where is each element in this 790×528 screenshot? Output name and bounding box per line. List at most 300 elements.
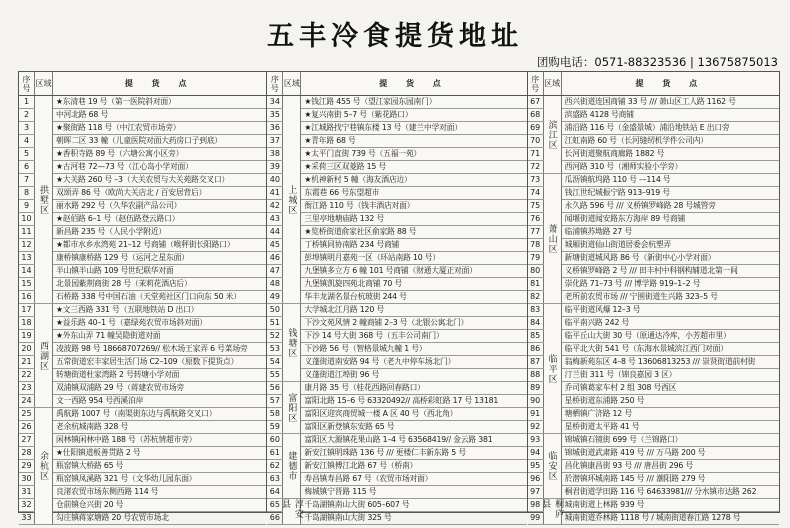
page-title: 五丰冷食提货地址 — [267, 21, 523, 52]
table-row — [267, 200, 526, 213]
row-number: 92 — [528, 421, 544, 433]
header-district: 区域 — [544, 72, 562, 95]
district-name: 拱墅区 — [38, 184, 48, 215]
row-number: 90 — [528, 395, 544, 407]
pickup-address: ★聚街路 118 号（中江农贸市场旁） — [56, 123, 181, 132]
row-number: 56 — [267, 382, 283, 394]
pickup-address: 衙江路 110 号（钱丰酒店对面） — [304, 201, 415, 210]
pickup-address: 临平街道风爆 12–3 号 — [564, 305, 641, 314]
district-name: 萧山区 — [546, 223, 557, 254]
table-row — [528, 382, 779, 395]
pickup-address: 五常街道宏丰家居生活门场 C2–109（原数下提货点） — [56, 357, 239, 366]
row-number: 49 — [267, 291, 283, 303]
header-seq: 序号 — [267, 72, 283, 95]
pickup-address: 临平丘山大街 30 号（原通达冷库，小芳超市里） — [564, 331, 731, 340]
pickup-address: 千岛湖镇南山大街 325 号 — [304, 513, 392, 522]
district-name: 富阳区 — [286, 392, 297, 423]
row-number: 23 — [19, 382, 35, 394]
table-row — [19, 434, 266, 447]
pickup-address: 锦城镇石镜街 699 号（兰锦路口） — [564, 435, 683, 444]
pickup-address: 滨盛路 4128 号商铺 — [564, 110, 634, 119]
pickup-address: ★香积寺路 89 号（六塘公寓小区旁） — [56, 149, 184, 158]
row-number: 81 — [528, 278, 544, 290]
pickup-address: 半山镇半山路 109 号世纪联华对面 — [56, 266, 174, 275]
table-row — [267, 265, 526, 278]
row-number: 89 — [528, 382, 544, 394]
row-number: 53 — [267, 343, 283, 355]
pickup-address: 华丰龙湖名景台杭玻街 244 号 — [304, 292, 407, 301]
table-row — [528, 486, 779, 499]
pickup-address: 锦城街道武肃路 419 号 /// 万马路 200 号 — [564, 448, 706, 457]
row-number: 91 — [528, 408, 544, 420]
table-row — [19, 239, 266, 252]
row-number: 17 — [19, 304, 35, 316]
row-number: 67 — [528, 96, 544, 108]
table-row — [267, 252, 526, 265]
row-number: 33 — [19, 512, 35, 524]
panel-header — [267, 72, 526, 96]
pickup-address: 良渚农贸市场东侧西路 114 号 — [56, 487, 159, 496]
table-row — [267, 174, 526, 187]
row-number: 47 — [267, 265, 283, 277]
pickup-address: ★采荷三区双菱路 15 号 — [304, 162, 386, 171]
header-point: 提 货 点 — [379, 79, 449, 88]
pickup-address: 彭埠镇明月嘉苑一区（环站南路 10 号） — [304, 253, 440, 262]
row-number: 75 — [528, 200, 544, 212]
row-number: 43 — [267, 213, 283, 225]
table-row — [528, 278, 779, 291]
pickup-address: ★文三西路 331 号（五联地铁站 D 出口） — [56, 305, 199, 314]
pickup-address: ★太平门直街 739 号（五福一苑） — [304, 149, 422, 158]
district-cell — [544, 434, 562, 499]
row-number: 9 — [19, 200, 35, 212]
table-row — [19, 213, 266, 226]
pickup-address: ★江城路找宁巷镇东楼 13 号（建兰中学对面） — [304, 123, 462, 132]
pickup-address: 丁桥镇同协南路 234 号商铺 — [304, 240, 400, 249]
pickup-address: ★东清巷 19 号（第一医院斜对面） — [56, 97, 176, 106]
pickup-address: 下沙文苑风情 2 幢商铺 2–3 号（北银公寓北门） — [304, 318, 469, 327]
pickup-address: 富阳区新登镇东安路 65 号 — [304, 422, 395, 431]
row-number: 5 — [19, 148, 35, 160]
table-row — [19, 408, 266, 421]
row-number: 6 — [19, 161, 35, 173]
table-row — [528, 434, 779, 447]
table-row — [267, 408, 526, 421]
table-row — [528, 161, 779, 174]
pickup-address: 富阳区迎宾商贸城一楼 A 区 40 号（西北角） — [304, 409, 458, 418]
pickup-address: 下沙 14 号大街 368 号（五丰公司南门） — [304, 331, 444, 340]
table-row — [19, 135, 266, 148]
district-cell — [35, 96, 53, 304]
row-number: 21 — [19, 356, 35, 368]
table-row — [267, 395, 526, 408]
district-name: 余杭区 — [38, 451, 48, 481]
table-row — [267, 356, 526, 369]
row-number: 19 — [19, 330, 35, 342]
pickup-address: ★青年路 68 号 — [304, 136, 356, 145]
table-row — [267, 369, 526, 382]
table-row — [267, 291, 526, 304]
district-name: 桐庐县 — [540, 499, 564, 519]
header-seq: 序号 — [528, 72, 544, 95]
header-seq: 序号 — [19, 72, 35, 95]
table-row — [267, 343, 526, 356]
row-number: 18 — [19, 317, 35, 329]
pickup-address: ★复兴南街 5–7 号（紫花路口） — [304, 110, 413, 119]
table-row — [267, 226, 526, 239]
panel-middle — [267, 72, 527, 522]
row-number: 2 — [19, 109, 35, 121]
table-row — [528, 148, 779, 161]
table-row — [19, 122, 266, 135]
table-row — [267, 330, 526, 343]
pickup-address: 长河街道聚航商廊路 1882 号 — [564, 149, 665, 158]
table-row — [267, 187, 526, 200]
row-number: 62 — [267, 460, 283, 472]
row-number: 8 — [19, 187, 35, 199]
table-row — [19, 96, 266, 109]
district-name: 西湖区 — [38, 340, 48, 371]
pickup-address: 老余杭城南路 328 号 — [56, 422, 129, 431]
row-number: 35 — [267, 109, 283, 121]
table-row — [267, 382, 526, 395]
pickup-address: 钱江世纪城振宁路 913–919 号 — [564, 188, 670, 197]
row-number: 26 — [19, 421, 35, 433]
row-number: 78 — [528, 239, 544, 251]
pickup-address: 老所前农贸市场 /// 宁围街道生兴路 323–5 号 — [564, 292, 718, 301]
district-name: 建德市 — [286, 451, 297, 481]
district-cell — [544, 96, 562, 174]
row-number: 4 — [19, 135, 35, 147]
table-row — [528, 330, 779, 343]
table-row — [267, 239, 526, 252]
table-row — [528, 447, 779, 460]
pickup-address: 瓜沥镇航坞路 110 号 ––114 号 — [564, 175, 671, 184]
table-row — [19, 382, 266, 395]
table-row — [528, 135, 779, 148]
table-row — [528, 395, 779, 408]
pickup-address: 义桥镇罗峰路 2 号 /// 田丰村中科钢构辅道北第一间 — [564, 266, 738, 275]
pickup-address: 翁梅新苑东区 4–8 号 13606813253 /// 崇贤街道前村街 — [564, 357, 756, 366]
district-cell — [544, 174, 562, 304]
pickup-table — [18, 71, 780, 522]
pickup-address: 乔司镇葛家车村 2 组 308 号西区 — [564, 383, 677, 392]
row-number: 99 — [528, 512, 544, 524]
pickup-address: 转塘街道杜家湾路 2 号转塘小学对面 — [56, 370, 180, 379]
table-row — [19, 278, 266, 291]
table-row — [267, 122, 526, 135]
table-row — [267, 161, 526, 174]
table-row — [19, 226, 266, 239]
row-number: 54 — [267, 356, 283, 368]
pickup-address: ★仕阳镇道板善贯路 2 号 — [56, 448, 141, 457]
row-number: 70 — [528, 135, 544, 147]
table-row — [267, 304, 526, 317]
row-number: 98 — [528, 499, 544, 511]
pickup-address: 义蓬街道南安路 94 号（老九中停车场北门） — [304, 357, 456, 366]
table-row — [528, 460, 779, 473]
row-number: 20 — [19, 343, 35, 355]
row-number: 28 — [19, 447, 35, 459]
table-row — [267, 486, 526, 499]
row-number: 76 — [528, 213, 544, 225]
table-row — [19, 473, 266, 486]
district-name: 临平区 — [546, 353, 557, 384]
panel-header — [528, 72, 779, 96]
pickup-address: 新安江镇明珠路 136 号 /// 更楼仁丰新东路 5 号 — [304, 448, 466, 457]
table-row — [528, 343, 779, 356]
table-row — [528, 187, 779, 200]
pickup-address: 闻堰街道闻安路东方海岸 89 号商铺 — [564, 214, 686, 223]
row-number: 27 — [19, 434, 35, 446]
table-row — [528, 421, 779, 434]
table-row — [267, 109, 526, 122]
row-number: 68 — [528, 109, 544, 121]
row-number: 52 — [267, 330, 283, 342]
table-row — [267, 460, 526, 473]
row-number: 72 — [528, 161, 544, 173]
pickup-address: 康桥镇康桥路 129 号（运河之星东面） — [56, 253, 189, 262]
pickup-address: 中河北路 68 号 — [56, 110, 109, 119]
pickup-address: 双浦镇双浦路 29 号（蒋建农贸市场旁 — [56, 383, 185, 392]
district-name: 临安区 — [546, 451, 557, 481]
row-number: 77 — [528, 226, 544, 238]
row-number: 85 — [528, 330, 544, 342]
table-row — [528, 265, 779, 278]
panel-body — [19, 96, 266, 522]
row-number: 13 — [19, 252, 35, 264]
table-row — [528, 213, 779, 226]
table-row — [19, 317, 266, 330]
pickup-address: 新塘街道城风路 86 号（新街中心小学对面） — [564, 253, 716, 262]
pickup-address: 江虹南路 60 号（长河缝纫机学件公司内） — [564, 136, 708, 145]
header-district: 区域 — [35, 72, 53, 95]
row-number: 51 — [267, 317, 283, 329]
pickup-address: 勾庄镇蒋家塘路 20 号农贸市场北 — [56, 513, 169, 522]
pickup-address: 临平南兴路 242 号 — [564, 318, 630, 327]
district-cell — [35, 408, 53, 525]
pickup-address: 桐君街道学田路 116 号 64633981/// 分水镇市达路 262 — [564, 487, 757, 496]
table-row — [528, 473, 779, 486]
pickup-address: 寿昌镇寿昌路 67 号（农贸市场对面） — [304, 474, 433, 483]
pickup-address: 新安江镇傅江北路 67 号（桥南） — [304, 461, 418, 470]
district-name: 上城区 — [286, 184, 297, 215]
row-number: 36 — [267, 122, 283, 134]
table-row — [267, 447, 526, 460]
row-number: 1 — [19, 96, 35, 108]
pickup-address: ★赵佰路 6–1 号（赵伍路登云路口） — [56, 214, 180, 223]
table-row — [19, 395, 266, 408]
table-row — [267, 434, 526, 447]
table-row — [19, 265, 266, 278]
table-row — [19, 291, 266, 304]
district-cell — [35, 304, 53, 408]
table-row — [267, 213, 526, 226]
row-number: 88 — [528, 369, 544, 381]
panel-body — [528, 96, 779, 522]
district-cell — [283, 382, 301, 434]
row-number: 87 — [528, 356, 544, 368]
pickup-address: 石桥路 338 号中国石油（天堂苑社区门口向东 50 米） — [56, 292, 241, 301]
row-number: 83 — [528, 304, 544, 316]
table-row — [19, 369, 266, 382]
table-row — [19, 174, 266, 187]
pickup-address: 西兴街道连国商铺 33 号 /// 萧山区工人路 1162 号 — [564, 97, 736, 106]
row-number: 25 — [19, 408, 35, 420]
district-cell — [283, 434, 301, 499]
table-row — [528, 356, 779, 369]
panel-right — [528, 72, 779, 522]
row-number: 24 — [19, 395, 35, 407]
district-cell — [544, 304, 562, 434]
table-row — [528, 96, 779, 109]
row-number: 31 — [19, 486, 35, 498]
table-row — [528, 200, 779, 213]
row-number: 50 — [267, 304, 283, 316]
table-row — [528, 304, 779, 317]
district-name: 淳安县 — [279, 499, 303, 519]
pickup-address: 义蓬街道江埠街 96 号 — [304, 370, 380, 379]
table-row — [267, 135, 526, 148]
row-number: 15 — [19, 278, 35, 290]
row-number: 39 — [267, 161, 283, 173]
row-number: 16 — [19, 291, 35, 303]
table-row — [267, 421, 526, 434]
table-row — [267, 512, 526, 525]
panel-left — [19, 72, 267, 522]
row-number: 14 — [19, 265, 35, 277]
pickup-address: 丽水路 292 号（久华农副产品公司） — [56, 201, 182, 210]
pickup-address: ★机神新村 5 幢（海友酒店边） — [304, 175, 412, 184]
row-number: 29 — [19, 460, 35, 472]
pickup-address: ★钱江路 455 号（望江家园东园南门） — [304, 97, 437, 106]
pickup-address: 富阳区大源镇花果山路 1–4 号 63568419// 金云路 381 — [304, 435, 493, 444]
table-row — [267, 278, 526, 291]
row-number: 86 — [528, 343, 544, 355]
pickup-address: 双颂弄 86 号（欧尚大关店北 / 百安居背后） — [56, 188, 207, 197]
pickup-address: 临浦镇苏坳路 27 号 — [564, 227, 632, 236]
pickup-address: 大学城北江月路 120 号 — [304, 305, 384, 314]
row-number: 34 — [267, 96, 283, 108]
table-row — [19, 499, 266, 512]
row-number: 48 — [267, 278, 283, 290]
panel-header — [19, 72, 266, 96]
pickup-address: 北景园紫荆商街 28 号（茉莉花酒店后） — [56, 279, 192, 288]
row-number: 64 — [267, 486, 283, 498]
row-number: 66 — [267, 512, 283, 524]
row-number: 58 — [267, 408, 283, 420]
table-row — [528, 122, 779, 135]
row-number: 30 — [19, 473, 35, 485]
row-number: 94 — [528, 447, 544, 459]
row-number: 12 — [19, 239, 35, 251]
pickup-address: 瓶窑镇凤溪路 321 号（文华幼儿园东面） — [56, 474, 197, 483]
table-row — [19, 343, 266, 356]
table-row — [19, 460, 266, 473]
row-number: 55 — [267, 369, 283, 381]
table-row — [19, 512, 266, 525]
table-row — [267, 148, 526, 161]
pickup-address: 城南街道上林路 939 号 — [564, 500, 645, 509]
pickup-address: 崇化路 71–73 号 /// 博学路 919–1–2 号 — [564, 279, 701, 288]
pickup-address: 仓前镇仓兴街 20 号 — [56, 500, 124, 509]
table-row — [528, 252, 779, 265]
pickup-address: 瓶窑镇大桥路 65 号 — [56, 461, 124, 470]
table-row — [19, 200, 266, 213]
pickup-address: 富阳北路 15–6 号 63320492// 高桥彩虹路 17 号 13181 — [304, 396, 499, 405]
pickup-address: 星桥街道东浦路 250 号 — [564, 396, 645, 405]
row-number: 93 — [528, 434, 544, 446]
row-number: 61 — [267, 447, 283, 459]
pickup-address: 西河路 310 号（湘师实验小学旁） — [564, 162, 683, 171]
table-row — [528, 291, 779, 304]
table-row — [528, 499, 779, 512]
row-number: 42 — [267, 200, 283, 212]
header-point: 提 货 点 — [124, 79, 195, 88]
pickup-address: 东霞巷 66 号东望超市 — [304, 188, 380, 197]
pickup-address: 昌化镇康昌街 93 号 /// 唐昌街 296 号 — [564, 461, 693, 470]
table-row — [528, 317, 779, 330]
pickup-address: 九堡镇凯旋四苑北商铺 70 号 — [304, 279, 402, 288]
pickup-address: 汀兰街 311 号（锦良嘉园 3 区） — [564, 370, 677, 379]
row-number: 74 — [528, 187, 544, 199]
pickup-address: 九堡镇多立方 6 幢 101 号商铺（财通大厦正对面） — [304, 266, 477, 275]
district-cell — [279, 499, 303, 525]
pickup-address: 永久路 596 号 /// 义桥镇罗峰路 28 号城管旁 — [564, 201, 716, 210]
row-number: 22 — [19, 369, 35, 381]
row-number: 7 — [19, 174, 35, 186]
pickup-address: 城南街道乔林路 1118 号 / 城南街道春江路 1278 号 — [564, 513, 741, 522]
row-number: 65 — [267, 499, 283, 511]
table-row — [19, 330, 266, 343]
pickup-address: ★览桥街道俞家社区俞家路 88 号 — [304, 227, 417, 236]
pickup-address: 千岛湖镇南山大街 605–607 号 — [304, 500, 410, 509]
table-row — [19, 304, 266, 317]
pickup-address: ★都市水乡水湾苑 21–12 号商铺（喉秤街长阳路口） — [56, 240, 235, 249]
row-number: 41 — [267, 187, 283, 199]
row-number: 97 — [528, 486, 544, 498]
district-name: 钱塘区 — [286, 327, 297, 358]
table-row — [528, 239, 779, 252]
row-number: 40 — [267, 174, 283, 186]
pickup-address: 星桥街道太平路 41 号 — [564, 422, 640, 431]
row-number: 79 — [528, 252, 544, 264]
pickup-address: 临平北大街 541 号（东海水景城滨江西门对面） — [564, 344, 728, 353]
row-number: 46 — [267, 252, 283, 264]
pickup-address: 文一西路 954 号西溪泊岸 — [56, 396, 144, 405]
table-row — [19, 187, 266, 200]
pickup-address: 塘栖镇广济路 12 号 — [564, 409, 632, 418]
row-number: 60 — [267, 434, 283, 446]
pickup-address: ★益乐路 40–1 号（嘉绿苑农贸市场斜对面） — [56, 318, 207, 327]
row-number: 57 — [267, 395, 283, 407]
row-number: 37 — [267, 135, 283, 147]
table-row — [19, 356, 266, 369]
pickup-address: 城厢街道仙山街道居委会杭塑弄 — [564, 240, 672, 249]
table-row — [267, 317, 526, 330]
pickup-address: 浦沿路 116 号（金盛景城）浦沿地铁站 E 出口旁 — [564, 123, 730, 132]
pickup-address: 闲林镇闲林中路 188 号（苏杭情超市旁） — [56, 435, 197, 444]
row-number: 71 — [528, 148, 544, 160]
row-number: 96 — [528, 473, 544, 485]
header-district: 区域 — [283, 72, 301, 95]
table-row — [528, 369, 779, 382]
row-number: 44 — [267, 226, 283, 238]
row-number: 38 — [267, 148, 283, 160]
row-number: 63 — [267, 473, 283, 485]
row-number: 95 — [528, 460, 544, 472]
table-row — [528, 408, 779, 421]
